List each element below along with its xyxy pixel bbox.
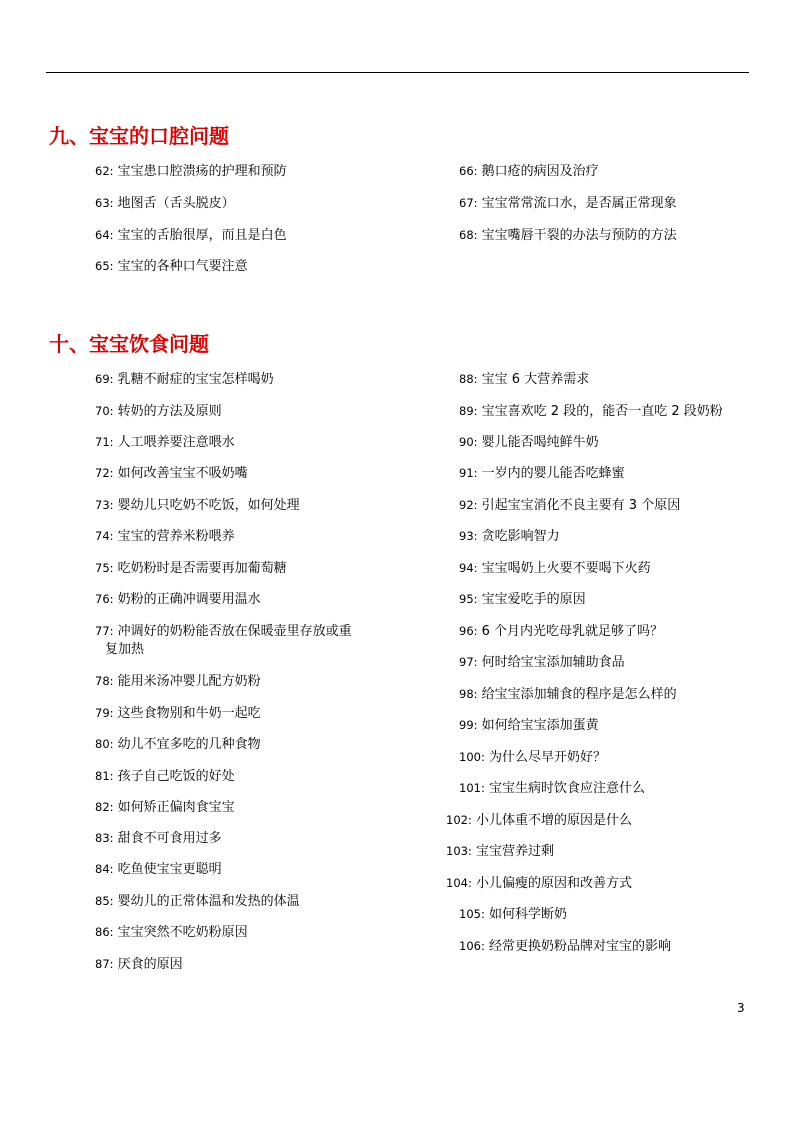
item-text: 宝宝的各种口气要注意 <box>117 259 248 274</box>
item-number: 87: <box>95 957 114 971</box>
list-item <box>459 590 586 609</box>
item-text: 一岁内的婴儿能否吃蜂蜜 <box>481 466 625 481</box>
list-item <box>95 955 183 974</box>
item-text: 经常更换奶粉品牌对宝宝的影响 <box>488 939 671 954</box>
list-item <box>95 194 235 213</box>
item-text: 宝宝的营养米粉喂养 <box>117 529 235 544</box>
list-item <box>95 162 287 181</box>
list-item <box>95 829 222 848</box>
list-item <box>446 874 632 893</box>
item-text: 人工喂养要注意喂水 <box>117 435 235 450</box>
item-number: 104: <box>446 876 472 890</box>
item-number: 75: <box>95 561 114 575</box>
section-heading-diet: 十、宝宝饮食问题 <box>49 332 209 356</box>
item-number: 66: <box>459 164 478 178</box>
item-number: 74: <box>95 529 114 543</box>
list-item <box>459 496 680 515</box>
item-text: 如何改善宝宝不吸奶嘴 <box>117 466 248 481</box>
item-text: 宝宝嘴唇干裂的办法与预防的方法 <box>481 228 677 243</box>
item-text: 小儿体重不增的原因是什么 <box>475 813 632 828</box>
list-item <box>459 622 663 641</box>
item-text: 宝宝生病时饮食应注意什么 <box>488 781 645 796</box>
item-text: 孩子自己吃饭的好处 <box>117 769 235 784</box>
item-number: 95: <box>459 592 478 606</box>
list-item <box>459 748 606 767</box>
item-text: 宝宝常常流口水，是否属正常现象 <box>481 196 677 211</box>
item-number: 76: <box>95 592 114 606</box>
list-item <box>459 370 589 389</box>
list-item <box>459 194 677 213</box>
page-number: 3 <box>737 1001 745 1015</box>
item-number: 103: <box>446 844 472 858</box>
item-text: 何时给宝宝添加辅助食品 <box>481 655 625 670</box>
list-item <box>95 622 357 659</box>
item-text: 婴儿能否喝纯鲜牛奶 <box>481 435 599 450</box>
list-item <box>459 559 651 578</box>
item-text: 引起宝宝消化不良主要有 3 个原因 <box>481 498 681 513</box>
list-item <box>459 527 560 546</box>
list-item <box>459 433 599 452</box>
item-text: 如何矫正偏肉食宝宝 <box>117 800 235 815</box>
item-number: 68: <box>459 228 478 242</box>
item-text: 6 个月内光吃母乳就足够了吗？ <box>481 624 664 639</box>
list-item <box>459 685 677 704</box>
item-text: 宝宝 6 大营养需求 <box>481 372 590 387</box>
list-item <box>459 937 671 956</box>
item-number: 101: <box>459 781 485 795</box>
item-number: 73: <box>95 498 114 512</box>
item-text: 如何给宝宝添加蛋黄 <box>481 718 599 733</box>
list-item <box>459 779 645 798</box>
item-number: 83: <box>95 831 114 845</box>
item-number: 99: <box>459 718 478 732</box>
item-text-continued: 复加热 <box>105 642 145 657</box>
item-number: 96: <box>459 624 478 638</box>
item-text: 甜食不可食用过多 <box>117 831 222 846</box>
item-number: 105: <box>459 907 485 921</box>
item-number: 78: <box>95 674 114 688</box>
item-number: 86: <box>95 925 114 939</box>
item-text: 幼儿不宜多吃的几种食物 <box>117 737 261 752</box>
list-item <box>446 842 554 861</box>
item-number: 97: <box>459 655 478 669</box>
item-number: 98: <box>459 687 478 701</box>
item-text: 吃鱼使宝宝更聪明 <box>117 862 222 877</box>
item-number: 94: <box>459 561 478 575</box>
item-number: 79: <box>95 706 114 720</box>
list-item <box>95 402 222 421</box>
item-text: 地图舌（舌头脱皮） <box>117 196 235 211</box>
list-item <box>459 162 599 181</box>
item-text: 给宝宝添加辅食的程序是怎么样的 <box>481 687 677 702</box>
item-text: 宝宝喝奶上火要不要喝下火药 <box>481 561 651 576</box>
list-item <box>95 226 287 245</box>
list-item <box>95 860 222 879</box>
item-number: 85: <box>95 894 114 908</box>
list-item <box>95 559 287 578</box>
list-item <box>459 402 723 421</box>
list-item <box>95 704 261 723</box>
list-item <box>459 653 625 672</box>
item-text: 宝宝营养过剩 <box>475 844 554 859</box>
list-item <box>459 905 567 924</box>
item-number: 62: <box>95 164 114 178</box>
list-item <box>95 496 300 515</box>
item-number: 100: <box>459 750 485 764</box>
list-item <box>95 892 300 911</box>
item-number: 80: <box>95 737 114 751</box>
item-text: 宝宝的舌胎很厚，而且是白色 <box>117 228 287 243</box>
item-number: 65: <box>95 259 114 273</box>
item-text: 乳糖不耐症的宝宝怎样喝奶 <box>117 372 274 387</box>
list-item <box>95 590 261 609</box>
item-text: 宝宝喜欢吃 2 段的，能否一直吃 2 段奶粉 <box>481 404 723 419</box>
section-heading-oral: 九、宝宝的口腔问题 <box>49 124 229 148</box>
item-number: 91: <box>459 466 478 480</box>
item-number: 70: <box>95 404 114 418</box>
list-item <box>95 370 274 389</box>
item-text: 为什么尽早开奶好？ <box>488 750 606 765</box>
item-number: 102: <box>446 813 472 827</box>
item-number: 71: <box>95 435 114 449</box>
list-item <box>446 811 632 830</box>
item-text: 冲调好的奶粉能否放在保暖壶里存放或重 <box>117 624 352 639</box>
item-number: 67: <box>459 196 478 210</box>
list-item <box>95 433 235 452</box>
list-item <box>459 464 625 483</box>
item-text: 小儿偏瘦的原因和改善方式 <box>475 876 632 891</box>
item-number: 92: <box>459 498 478 512</box>
item-text: 鹅口疮的病因及治疗 <box>481 164 599 179</box>
header-rule <box>46 72 749 73</box>
item-text: 能用米汤冲婴儿配方奶粉 <box>117 674 261 689</box>
list-item <box>95 798 235 817</box>
item-text: 婴幼儿只吃奶不吃饭，如何处理 <box>117 498 300 513</box>
item-text: 吃奶粉时是否需要再加葡萄糖 <box>117 561 287 576</box>
list-item <box>459 716 599 735</box>
list-item <box>95 735 261 754</box>
item-number: 63: <box>95 196 114 210</box>
list-item <box>95 527 235 546</box>
item-number: 89: <box>459 404 478 418</box>
item-text: 宝宝突然不吃奶粉原因 <box>117 925 248 940</box>
item-text: 奶粉的正确冲调要用温水 <box>117 592 261 607</box>
item-number: 82: <box>95 800 114 814</box>
item-text: 这些食物别和牛奶一起吃 <box>117 706 261 721</box>
list-item <box>95 767 235 786</box>
item-text: 贪吃影响智力 <box>481 529 560 544</box>
item-number: 72: <box>95 466 114 480</box>
list-item <box>95 257 248 276</box>
item-number: 106: <box>459 939 485 953</box>
item-number: 93: <box>459 529 478 543</box>
item-number: 88: <box>459 372 478 386</box>
item-text: 婴幼儿的正常体温和发热的体温 <box>117 894 300 909</box>
item-number: 90: <box>459 435 478 449</box>
item-number: 64: <box>95 228 114 242</box>
item-number: 81: <box>95 769 114 783</box>
item-text: 转奶的方法及原则 <box>117 404 222 419</box>
item-number: 77: <box>95 624 114 638</box>
item-text: 宝宝爱吃手的原因 <box>481 592 586 607</box>
list-item <box>95 923 248 942</box>
list-item <box>95 672 261 691</box>
item-text: 厌食的原因 <box>117 957 183 972</box>
item-text: 宝宝患口腔溃疡的护理和预防 <box>117 164 287 179</box>
list-item <box>459 226 677 245</box>
item-number: 69: <box>95 372 114 386</box>
item-number: 84: <box>95 862 114 876</box>
list-item <box>95 464 248 483</box>
item-text: 如何科学断奶 <box>488 907 567 922</box>
